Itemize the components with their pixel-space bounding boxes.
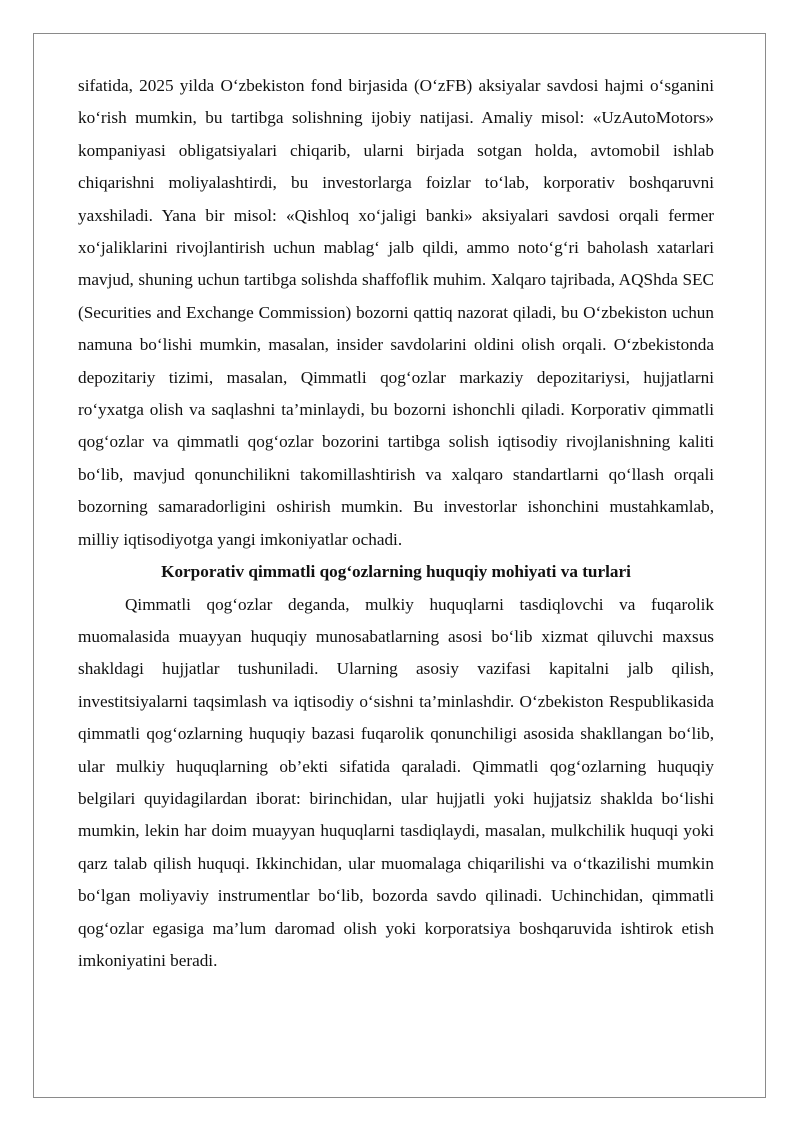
paragraph-legal-nature: Qimmatli qog‘ozlar deganda, mulkiy huquqlarni tasdiqlovchi va fuqarolik muomalasida muayyan huquqiy munosabatlarning asosi bo‘lib xizmat qiluvchi maxsus shakldagi hujjatlar tushuniladi. Ularning asosiy vazifasi kapitalni jalb qilish, investitsiyalarni taqsimlash va iqtisodiy o‘sishni ta’minlashdir. O‘zbekiston Respublikasida qimmatli qog‘ozlarning huquqiy bazasi fuqarolik qonunchiligi asosida shakllangan bo‘lib, ular mulkiy huquqlarning ob’ekti sifatida qaraladi. Qimmatli qog‘ozlarning huquqiy belgilari quyidagilardan iborat: birinchidan, ular hujjatli yoki hujjatsiz shaklda bo‘lishi mumkin, lekin har doim muayyan huquqlarni tasdiqlaydi, masalan, mulkchilik huquqi yoki qarz talab qilish huquqi. Ikkinchidan, ular muomalaga chiqarilishi va o‘tkazilishi mumkin bo‘lgan moliyaviy instrumentlar bo‘lib, bozorda savdo qilinadi. Uchinchidan, qimmatli qog‘ozlar egasiga ma’lum daromad olish yoki korporatsiya boshqaruvida ishtirok etish imkoniyatini beradi. (78, 594, 714, 970)
section-heading: Korporativ qimmatli qog‘ozlarning huquqiy mohiyati va turlari (161, 562, 631, 582)
paragraph-continuation: sifatida, 2025 yilda O‘zbekiston fond birjasida (O‘zFB) aksiyalar savdosi hajmi o‘sganini ko‘rish mumkin, bu tartibga solishning ijobiy natijasi. Amaliy misol: «UzAutoMotors» kompaniyasi obligatsiyalari chiqarib, ularni birjada sotgan holda, avtomobil ishlab chiqarishni moliyalashtirdi, bu investorlarga foizlar to‘lab, korporativ boshqaruvni yaxshiladi. Yana bir misol: «Qishloq xo‘jaligi banki» aksiyalari savdosi orqali fermer xo‘jaliklarini rivojlantirish uchun mablag‘ jalb qildi, ammo noto‘g‘ri baholash xatarlari mavjud, shuning uchun tartibga solishda shaffoflik muhim. Xalqaro tajribada, AQShda SEC (Securities and Exchange Commission) bozorni qattiq nazorat qiladi, bu O‘zbekiston uchun namuna bo‘lishi mumkin, masalan, insider savdolarini oldini olish orqali. O‘zbekistonda depozitariy tizimi, masalan, Qimmatli qog‘ozlar markaziy depozitariysi, hujjatlarni ro‘yxatga olish va saqlashni ta’minlaydi, bu bozorni ishonchli qiladi. Korporativ qimmatli qog‘ozlar va qimmatli qog‘ozlar bozorini tartibga solish iqtisodiy rivojlanishning kaliti bo‘lib, mavjud qonunchilikni takomillashtirish va xalqaro standartlarni qo‘llash orqali bozorning samaradorligini oshirish mumkin. Bu investorlar ishonchini mustahkamlab, milliy iqtisodiyotga yangi imkoniyatlar ochadi. (78, 76, 714, 549)
document-body (78, 70, 714, 977)
